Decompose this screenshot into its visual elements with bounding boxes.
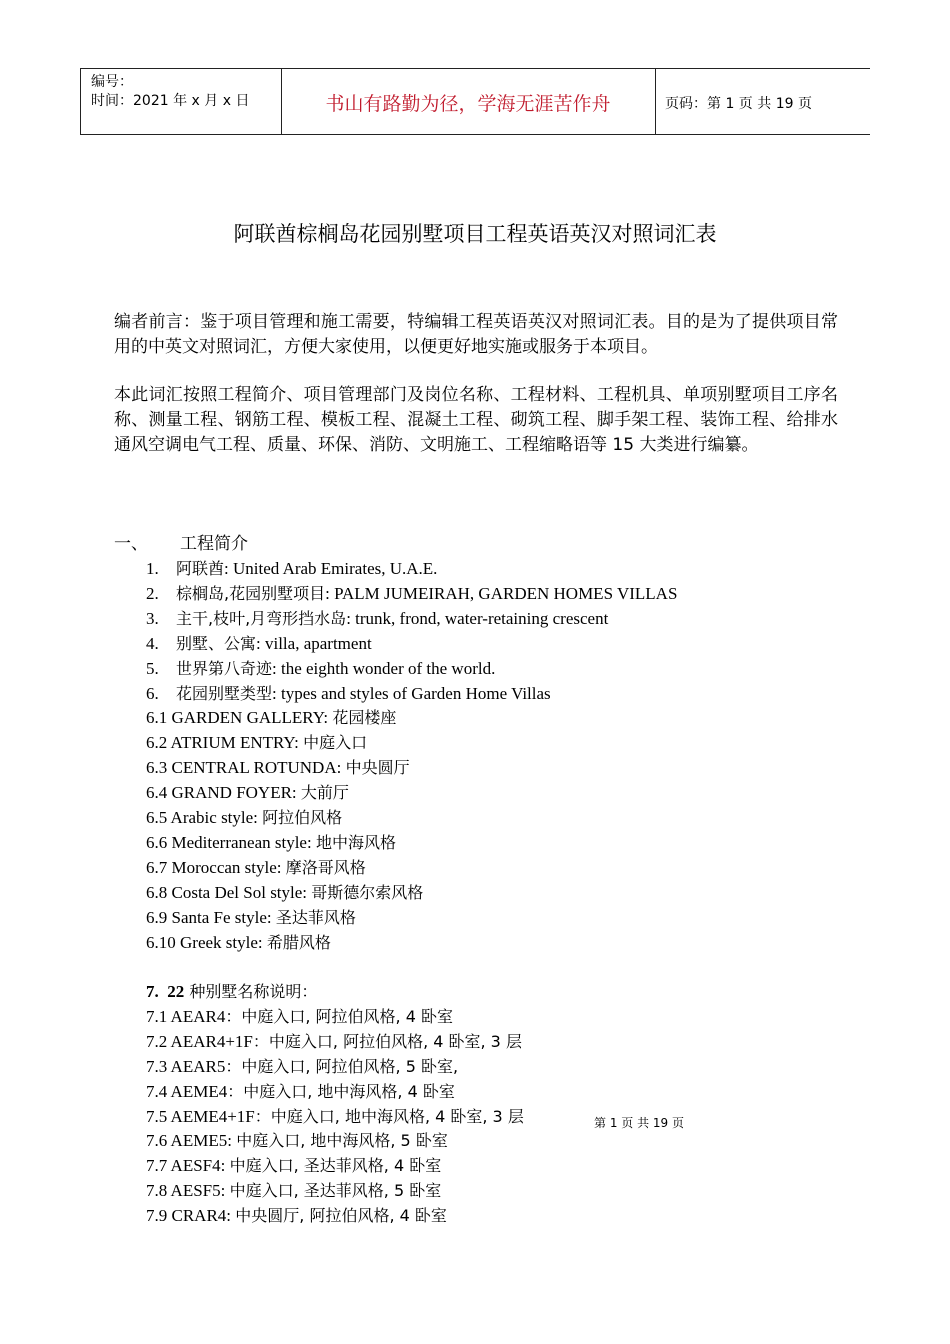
list-item: 5. 世界第八奇迹: the eighth wonder of the world. [146,658,496,678]
list-item: 2. 棕榈岛,花园别墅项目: PALM JUMEIRAH, GARDEN HOMES VILLAS [146,583,678,603]
section-7-list [146,980,524,1229]
list-item: 6. 花园别墅类型: types and styles of Garden Home Villas [146,683,551,703]
list-item: 6.2 ATRIUM ENTRY: 中庭入口 [146,733,368,753]
document-title: 阿联酋棕榈岛花园别墅项目工程英语英汉对照词汇表 [233,222,717,246]
list-item: 6.10 Greek style: 希腊风格 [146,932,331,952]
list-item: 6.8 Costa Del Sol style: 哥斯德尔索风格 [146,882,424,902]
list-item: 7.1 AEAR4：中庭入口, 阿拉伯风格, 4 卧室 [146,1006,453,1026]
list-item: 7.3 AEAR5：中庭入口, 阿拉伯风格, 5 卧室, [146,1056,459,1076]
list-item: 1. 阿联酋: United Arab Emirates, U.A.E. [146,559,438,578]
document-date-label: 时间：2021 年 x 月 x 日 [91,93,250,109]
document-number-label: 编号： [91,74,133,90]
section-1-number: 一、 [114,534,148,554]
section-1-list [146,557,677,956]
list-item: 6.4 GRAND FOYER: 大前厅 [146,783,349,803]
list-item: 6.7 Moroccan style: 摩洛哥风格 [146,857,366,877]
preface-paragraph: 编者前言：鉴于项目管理和施工需要，特编辑工程英语英汉对照词汇表。目的是为了提供项目常用的中英文对照词汇，方便大家使用，以便更好地实施或服务于本项目。 [114,312,838,357]
footer-page-number: 第 1 页 共 19 页 [594,1116,684,1130]
list-item: 6.3 CENTRAL ROTUNDA: 中央圆厅 [146,758,410,778]
list-item: 7.7 AESF4: 中庭入口, 圣达菲风格, 4 卧室 [146,1156,442,1176]
section-1-title: 工程简介 [180,534,248,554]
header-page-code: 页码：第 1 页 共 19 页 [665,96,812,112]
list-item: 7.8 AESF5: 中庭入口, 圣达菲风格, 5 卧室 [146,1181,442,1201]
list-item: 7.2 AEAR4+1F：中庭入口, 阿拉伯风格, 4 卧室, 3 层 [146,1031,522,1051]
header-motto: 书山有路勤为径，学海无涯苦作舟 [325,93,611,115]
list-item: 6.1 GARDEN GALLERY: 花园楼座 [146,708,397,728]
list-item: 7.6 AEME5: 中庭入口, 地中海风格, 5 卧室 [146,1131,448,1151]
section-1-heading [114,532,248,557]
list-item: 6.5 Arabic style: 阿拉伯风格 [146,808,343,828]
header-page-cell [655,69,870,134]
scope-paragraph: 本此词汇按照工程简介、项目管理部门及岗位名称、工程材料、工程机具、单项别墅项目工序名称、测量工程、钢筋工程、模板工程、混凝土工程、砌筑工程、脚手架工程、装饰工程、给排水通风空调电气工程、质量、环保、消防、文明施工、工程缩略语等 15 大类进行编纂。 [114,385,838,455]
list-item: 3. 主干,枝叶,月弯形挡水岛: trunk, frond, water-retaining crescent [146,608,609,628]
header-table [80,68,870,135]
list-item: 7.4 AEME4：中庭入口, 地中海风格, 4 卧室 [146,1081,455,1101]
header-left-cell [81,69,282,134]
list-item: 7.9 CRAR4: 中央圆厅, 阿拉伯风格, 4 卧室 [146,1206,447,1226]
list-item: 6.6 Mediterranean style: 地中海风格 [146,832,396,852]
list-item: 7.5 AEME4+1F：中庭入口, 地中海风格, 4 卧室, 3 层 [146,1106,524,1126]
section-7-heading: 7. 22 种别墅名称说明： [146,982,318,1001]
list-item: 6.9 Santa Fe style: 圣达菲风格 [146,907,356,927]
header-motto-cell [281,69,656,134]
list-item: 4. 别墅、公寓: villa, apartment [146,633,372,653]
